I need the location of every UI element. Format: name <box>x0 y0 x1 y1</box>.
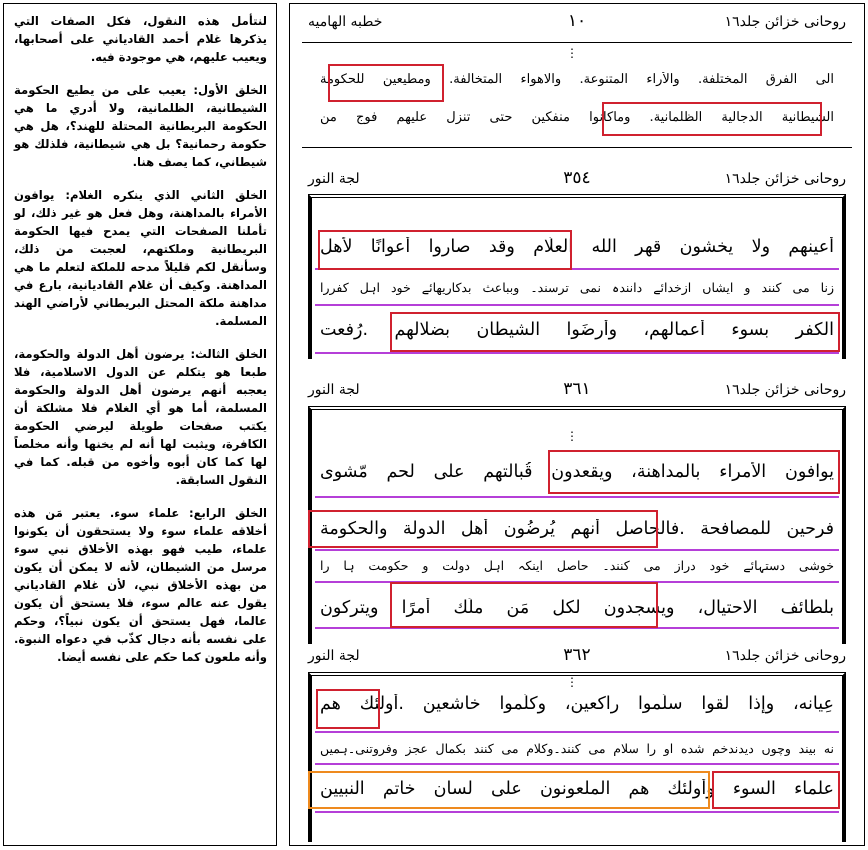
scan-header <box>308 168 846 195</box>
scan-header <box>308 11 846 38</box>
highlight-box-orange <box>308 771 710 809</box>
highlight-box <box>308 510 658 548</box>
highlight-box <box>390 582 658 628</box>
scan-header <box>308 379 846 406</box>
scan-line: علماء السوء وأولئك هم الملعونون على لسان خاتم النبيين <box>320 779 834 799</box>
scan-line: يوافون الأمراء بالمداهنة، ويقعدون قُبالتهم على لحم مّشوى <box>320 462 834 482</box>
underline <box>315 549 839 551</box>
paragraph-fourth-trait: الخلق الرابع: علماء سوء. يعتبر مَن هذه أخلاقه علماء سوء ولا يستحقون أن يكونوا علماء، طيب فهو بهذه الأخلاق نبي سوء مرسل من الشيطان، لأنه لا يمكن أن يكون من بهذه الأخلاق نبي، لأن غلام القادياني يقول عنه عالم سوء، فلا يستحق أن يكون عالما، فهل يستحق أن يكون نبياً؟، وحكم على نفسه بأنه دجال كذّب في دعواه النبوة. وأنه ملعون كما حكم على نفسه أيضا. <box>14 506 267 664</box>
underline <box>315 352 839 354</box>
page-number: ٣٥٤ <box>563 168 591 188</box>
highlight-box <box>316 689 380 729</box>
volume-label: روحانی خزائن جلد١٦ <box>724 14 846 30</box>
highlight-box <box>390 312 840 352</box>
scan-line: زنا می کنند و ایشاں ازخدائے دانندہ نمی ترسند۔ وبباعث بدکاریهائے خود اہل کفررا <box>320 280 834 295</box>
highlight-box <box>602 102 822 136</box>
scan-line: الشيطانية الدجالية الظلمانية. وماكانوا منفكين حتى تنزل عليهم فوج من <box>320 110 834 125</box>
underline <box>315 304 839 306</box>
book-title: خطبه الهاميه <box>308 14 383 30</box>
scan-line: الى الفرق المختلفة. والأراء المتنوعة. والاهواء المتخالفة. ومطيعين للحكومة <box>320 72 834 87</box>
scan-line: بلطائف الاحتيال، ويسجدون لكل مَن ملَك أمرًا ويتركون <box>320 598 834 618</box>
page-number: ٣٦٢ <box>563 645 591 665</box>
paragraph-second-trait: الخلق الثاني الذي ينكره الغلام: يوافون الأمراء بالمداهنة، وهل فعل هو غير ذلك، لو تأملنا الصفحات التي يمدح فيها الحكومة البريطانية وملكتهم، لعجبت من ذلك، وسأنقل لكم قليلاً مدحه للملكة لتعلم ما هي المداهنة. وكيف أن غلام القاديانية، بارع في مداهنة ملكة المحتل البريطاني لأراضي الهند المسلمة. <box>14 188 267 328</box>
underline <box>315 811 839 813</box>
page-number: ٣٦١ <box>563 379 591 399</box>
underline <box>315 496 839 498</box>
highlight-box <box>328 64 444 102</box>
scan-line: الكفر بسوء أعمالهم، وأرضَوا الشيطان بضلالهم .رُفعت <box>320 320 834 340</box>
paragraph-third-trait: الخلق الثالث: يرضون أهل الدولة والحكومة، طبعا هو يتكلم عن الدول الاسلامية، فلا يعجبه أنهم يرضون أهل الدولة والحكومة المسلمة، أما هو أي الغلام فلا مشلكة أن يكتب صفحات طويلة ليرضي الحكومة الكافرة، ويثبت لها أنه لم يخنها وأنه مخلصاً لها كما كان أبوه وأخوه من قبله. كما في النقول السابقة. <box>14 347 267 487</box>
scan-line: أعينهم ولا يخشون قهر الله العلّام وقد صاروا أعوانًا لأهل <box>320 237 834 257</box>
volume-label: روحانی خزائن جلد١٦ <box>724 171 846 187</box>
book-title: لجة النور <box>308 648 360 664</box>
page-separator <box>302 147 852 148</box>
header-rule <box>302 42 852 43</box>
scan-header <box>308 645 846 672</box>
scan-line: عِيانه، وإذا لقوا سلّموا راكعين، وكلّموا خاشعين .أولئك هم <box>320 694 834 714</box>
scan-line: نه بیند وچوں دیدندخم شده او را سلام می کنند۔وکلام می کنند بکمال عجز وفروتنی۔ہمیں <box>320 741 834 756</box>
underline <box>315 731 839 733</box>
paragraph-intro: لنتأمل هذه النقول، فكل الصفات التي يذكرها غلام أحمد القادياني على أصحابها، ويعيب عليهم، هي موجودة فيه. <box>14 14 267 64</box>
highlight-box <box>712 771 840 809</box>
scanned-pages-panel <box>289 3 865 846</box>
commentary-panel <box>3 3 277 846</box>
page-number: ١٠ <box>567 11 587 31</box>
volume-label: روحانی خزائن جلد١٦ <box>724 382 846 398</box>
highlight-box <box>548 450 840 494</box>
scan-line: فرحين للمصافحة .فالحاصل أنهم يُرضُون أهل الدولة والحكومة <box>320 519 834 539</box>
scan-line: خوشی دستہائے خود دراز می کنند۔ حاصل اینکہ اہل دولت و حکومت ہا را <box>320 558 834 573</box>
ellipsis-marker: ⋮ <box>566 46 578 60</box>
book-title: لجة النور <box>308 171 360 187</box>
volume-label: روحانی خزائن جلد١٦ <box>724 648 846 664</box>
highlight-box <box>318 230 572 270</box>
ellipsis-marker: ⋮ <box>566 429 578 443</box>
ellipsis-marker: ⋮ <box>566 675 578 689</box>
book-title: لجة النور <box>308 382 360 398</box>
underline <box>315 763 839 765</box>
paragraph-first-trait: الخلق الأول: يعيب على من يطيع الحكومة الشيطانية، الظلمانية، ولا أدري ما هي الحكومة البريطانية المحتلة للهند؟، هل هي حكومة رحمانية؟ بل هي شيطانية، فلذلك هو شيطاني، كما يصف هنا. <box>14 83 267 169</box>
